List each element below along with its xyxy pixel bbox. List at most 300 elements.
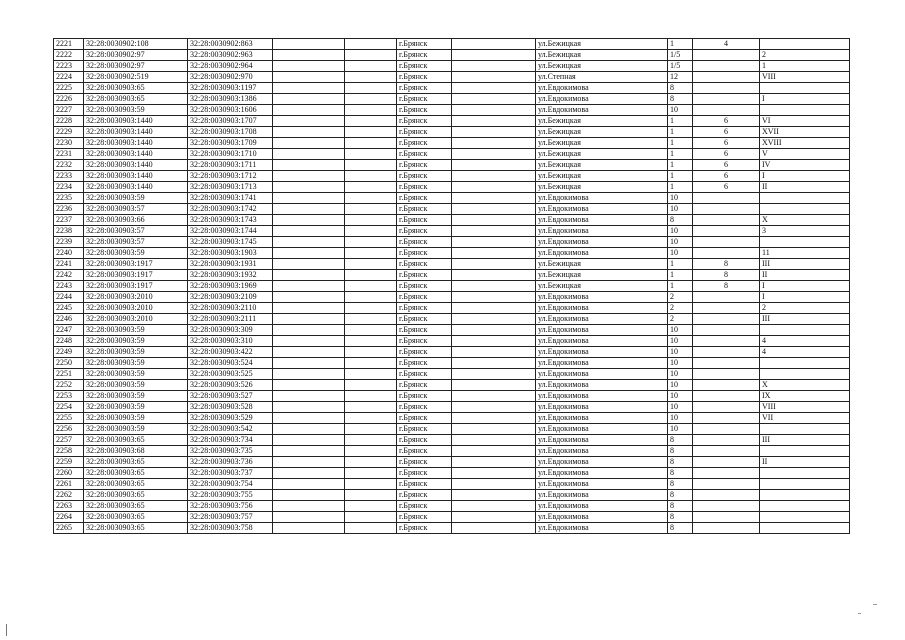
cell-building-number: 8 xyxy=(693,270,760,281)
cell-col-5 xyxy=(345,369,397,380)
cell-col-5 xyxy=(345,336,397,347)
cell-col-4 xyxy=(273,204,345,215)
cell-row-number: 2240 xyxy=(54,248,84,259)
cell-col-4 xyxy=(273,402,345,413)
cell-parent-cadastral-number: 32:28:0030903:2010 xyxy=(84,314,188,325)
table-row xyxy=(54,391,850,402)
cell-city: г.Брянск xyxy=(397,171,452,182)
cell-col-7 xyxy=(452,61,536,72)
cell-building-number: 6 xyxy=(693,182,760,193)
cell-cadastral-number: 32:28:0030903:758 xyxy=(188,523,273,534)
cell-col-5 xyxy=(345,193,397,204)
cell-col-4 xyxy=(273,424,345,435)
table-row xyxy=(54,160,850,171)
cell-premise-number: V xyxy=(760,149,850,160)
cell-house-number: 1 xyxy=(668,149,693,160)
cell-row-number: 2224 xyxy=(54,72,84,83)
cell-col-5 xyxy=(345,83,397,94)
cell-city: г.Брянск xyxy=(397,314,452,325)
cell-col-4 xyxy=(273,94,345,105)
cell-premise-number xyxy=(760,424,850,435)
cell-street: ул.Евдокимова xyxy=(536,215,668,226)
cell-col-4 xyxy=(273,369,345,380)
cell-street: ул.Евдокимова xyxy=(536,380,668,391)
cell-parent-cadastral-number: 32:28:0030903:57 xyxy=(84,237,188,248)
cell-parent-cadastral-number: 32:28:0030903:59 xyxy=(84,336,188,347)
cell-house-number: 8 xyxy=(668,446,693,457)
cell-col-5 xyxy=(345,468,397,479)
cell-street: ул.Евдокимова xyxy=(536,226,668,237)
cell-building-number xyxy=(693,204,760,215)
cell-cadastral-number: 32:28:0030903:754 xyxy=(188,479,273,490)
cell-col-7 xyxy=(452,314,536,325)
table-row xyxy=(54,116,850,127)
cell-col-4 xyxy=(273,248,345,259)
cell-city: г.Брянск xyxy=(397,182,452,193)
cell-building-number xyxy=(693,314,760,325)
cell-col-4 xyxy=(273,435,345,446)
cell-col-4 xyxy=(273,138,345,149)
cell-col-7 xyxy=(452,83,536,94)
cell-col-7 xyxy=(452,468,536,479)
cell-building-number xyxy=(693,523,760,534)
cell-house-number: 8 xyxy=(668,215,693,226)
cell-row-number: 2230 xyxy=(54,138,84,149)
cell-premise-number: IX xyxy=(760,391,850,402)
cell-col-4 xyxy=(273,336,345,347)
cell-col-5 xyxy=(345,237,397,248)
cell-col-5 xyxy=(345,160,397,171)
cell-city: г.Брянск xyxy=(397,138,452,149)
cell-cadastral-number: 32:28:0030903:524 xyxy=(188,358,273,369)
cell-street: ул.Бежицкая xyxy=(536,50,668,61)
cell-col-4 xyxy=(273,292,345,303)
cell-col-4 xyxy=(273,39,345,50)
cell-house-number: 1 xyxy=(668,138,693,149)
cell-street: ул.Евдокимова xyxy=(536,479,668,490)
cell-premise-number: 4 xyxy=(760,336,850,347)
cell-premise-number: XVIII xyxy=(760,138,850,149)
cell-cadastral-number: 32:28:0030903:310 xyxy=(188,336,273,347)
cell-col-7 xyxy=(452,248,536,259)
cell-row-number: 2247 xyxy=(54,325,84,336)
table-row xyxy=(54,281,850,292)
scan-speck xyxy=(858,613,861,614)
cell-cadastral-number: 32:28:0030903:1709 xyxy=(188,138,273,149)
cell-house-number: 10 xyxy=(668,380,693,391)
cell-premise-number xyxy=(760,325,850,336)
table-row xyxy=(54,413,850,424)
table-row xyxy=(54,347,850,358)
cell-col-5 xyxy=(345,512,397,523)
cell-street: ул.Евдокимова xyxy=(536,193,668,204)
cell-city: г.Брянск xyxy=(397,281,452,292)
cell-col-7 xyxy=(452,479,536,490)
cell-premise-number xyxy=(760,512,850,523)
cell-cadastral-number: 32:28:0030903:756 xyxy=(188,501,273,512)
cell-col-7 xyxy=(452,380,536,391)
cell-parent-cadastral-number: 32:28:0030903:65 xyxy=(84,523,188,534)
cell-row-number: 2245 xyxy=(54,303,84,314)
cell-premise-number xyxy=(760,83,850,94)
table-row xyxy=(54,424,850,435)
cell-building-number: 4 xyxy=(693,39,760,50)
cell-building-number: 6 xyxy=(693,116,760,127)
cell-row-number: 2254 xyxy=(54,402,84,413)
cell-premise-number: II xyxy=(760,270,850,281)
cell-city: г.Брянск xyxy=(397,39,452,50)
cell-parent-cadastral-number: 32:28:0030903:65 xyxy=(84,512,188,523)
cell-col-4 xyxy=(273,347,345,358)
cell-city: г.Брянск xyxy=(397,402,452,413)
cell-building-number xyxy=(693,105,760,116)
cell-cadastral-number: 32:28:0030903:757 xyxy=(188,512,273,523)
cell-city: г.Брянск xyxy=(397,226,452,237)
cell-city: г.Брянск xyxy=(397,424,452,435)
cell-col-7 xyxy=(452,292,536,303)
cell-house-number: 10 xyxy=(668,105,693,116)
cell-building-number xyxy=(693,94,760,105)
cell-col-7 xyxy=(452,116,536,127)
cell-house-number: 10 xyxy=(668,347,693,358)
cell-col-4 xyxy=(273,413,345,424)
table-row xyxy=(54,237,850,248)
cell-row-number: 2231 xyxy=(54,149,84,160)
cell-col-7 xyxy=(452,105,536,116)
cell-col-5 xyxy=(345,171,397,182)
cell-building-number xyxy=(693,369,760,380)
cell-parent-cadastral-number: 32:28:0030903:57 xyxy=(84,204,188,215)
table-row xyxy=(54,215,850,226)
cell-cadastral-number: 32:28:0030903:1745 xyxy=(188,237,273,248)
cell-parent-cadastral-number: 32:28:0030903:1440 xyxy=(84,182,188,193)
cell-house-number: 8 xyxy=(668,94,693,105)
cell-city: г.Брянск xyxy=(397,490,452,501)
cell-parent-cadastral-number: 32:28:0030903:59 xyxy=(84,369,188,380)
cell-building-number xyxy=(693,215,760,226)
cell-col-7 xyxy=(452,226,536,237)
cell-city: г.Брянск xyxy=(397,259,452,270)
cell-row-number: 2228 xyxy=(54,116,84,127)
cell-row-number: 2251 xyxy=(54,369,84,380)
cell-cadastral-number: 32:28:0030903:1931 xyxy=(188,259,273,270)
cell-parent-cadastral-number: 32:28:0030903:65 xyxy=(84,94,188,105)
cell-row-number: 2233 xyxy=(54,171,84,182)
cell-premise-number: I xyxy=(760,281,850,292)
cell-street: ул.Евдокимова xyxy=(536,391,668,402)
cell-parent-cadastral-number: 32:28:0030903:65 xyxy=(84,501,188,512)
cell-parent-cadastral-number: 32:28:0030903:2010 xyxy=(84,292,188,303)
cell-parent-cadastral-number: 32:28:0030903:1440 xyxy=(84,171,188,182)
cell-cadastral-number: 32:28:0030903:1386 xyxy=(188,94,273,105)
cell-street: ул.Евдокимова xyxy=(536,424,668,435)
cell-street: ул.Евдокимова xyxy=(536,94,668,105)
cell-row-number: 2232 xyxy=(54,160,84,171)
cell-building-number xyxy=(693,457,760,468)
cell-street: ул.Евдокимова xyxy=(536,446,668,457)
cell-city: г.Брянск xyxy=(397,413,452,424)
cell-building-number: 6 xyxy=(693,171,760,182)
cell-col-5 xyxy=(345,116,397,127)
cell-row-number: 2242 xyxy=(54,270,84,281)
cell-col-4 xyxy=(273,391,345,402)
cell-col-5 xyxy=(345,281,397,292)
cell-cadastral-number: 32:28:0030903:1741 xyxy=(188,193,273,204)
cell-premise-number xyxy=(760,204,850,215)
cell-parent-cadastral-number: 32:28:0030903:2010 xyxy=(84,303,188,314)
cell-parent-cadastral-number: 32:28:0030903:1440 xyxy=(84,116,188,127)
cell-parent-cadastral-number: 32:28:0030903:59 xyxy=(84,358,188,369)
cell-col-7 xyxy=(452,204,536,215)
cell-building-number xyxy=(693,325,760,336)
cell-parent-cadastral-number: 32:28:0030903:65 xyxy=(84,479,188,490)
cell-house-number: 1 xyxy=(668,281,693,292)
cell-row-number: 2243 xyxy=(54,281,84,292)
cell-parent-cadastral-number: 32:28:0030903:65 xyxy=(84,83,188,94)
cell-col-5 xyxy=(345,479,397,490)
cell-building-number xyxy=(693,358,760,369)
cell-col-5 xyxy=(345,413,397,424)
cell-house-number: 1/5 xyxy=(668,50,693,61)
cell-parent-cadastral-number: 32:28:0030903:59 xyxy=(84,193,188,204)
cell-premise-number xyxy=(760,446,850,457)
table-body xyxy=(54,39,850,534)
cell-col-4 xyxy=(273,523,345,534)
cell-premise-number: II xyxy=(760,182,850,193)
cell-house-number: 1 xyxy=(668,171,693,182)
cell-parent-cadastral-number: 32:28:0030903:59 xyxy=(84,248,188,259)
cell-row-number: 2249 xyxy=(54,347,84,358)
cell-street: ул.Бежицкая xyxy=(536,259,668,270)
cell-cadastral-number: 32:28:0030903:1708 xyxy=(188,127,273,138)
cell-row-number: 2229 xyxy=(54,127,84,138)
cell-premise-number xyxy=(760,490,850,501)
table-row xyxy=(54,72,850,83)
table-row xyxy=(54,501,850,512)
cell-cadastral-number: 32:28:0030903:1713 xyxy=(188,182,273,193)
cell-street: ул.Бежицкая xyxy=(536,149,668,160)
cell-street: ул.Евдокимова xyxy=(536,105,668,116)
cell-house-number: 8 xyxy=(668,523,693,534)
cell-house-number: 1 xyxy=(668,259,693,270)
cell-col-5 xyxy=(345,347,397,358)
cell-col-4 xyxy=(273,237,345,248)
cell-premise-number: III xyxy=(760,259,850,270)
cell-row-number: 2225 xyxy=(54,83,84,94)
table-row xyxy=(54,303,850,314)
cell-col-7 xyxy=(452,325,536,336)
cell-row-number: 2265 xyxy=(54,523,84,534)
cell-col-7 xyxy=(452,281,536,292)
cell-street: ул.Евдокимова xyxy=(536,435,668,446)
cell-row-number: 2239 xyxy=(54,237,84,248)
cell-street: ул.Евдокимова xyxy=(536,347,668,358)
cell-row-number: 2260 xyxy=(54,468,84,479)
cell-col-7 xyxy=(452,193,536,204)
cell-cadastral-number: 32:28:0030903:737 xyxy=(188,468,273,479)
cell-col-7 xyxy=(452,446,536,457)
cell-house-number: 1 xyxy=(668,127,693,138)
cell-street: ул.Евдокимова xyxy=(536,402,668,413)
cell-house-number: 10 xyxy=(668,226,693,237)
cell-house-number: 2 xyxy=(668,303,693,314)
cell-col-4 xyxy=(273,215,345,226)
cell-col-5 xyxy=(345,435,397,446)
cell-premise-number xyxy=(760,369,850,380)
table-row xyxy=(54,479,850,490)
cell-building-number xyxy=(693,237,760,248)
cell-col-7 xyxy=(452,127,536,138)
cell-col-5 xyxy=(345,61,397,72)
cell-city: г.Брянск xyxy=(397,204,452,215)
cell-building-number xyxy=(693,336,760,347)
cell-house-number: 10 xyxy=(668,424,693,435)
cell-premise-number: 11 xyxy=(760,248,850,259)
cell-premise-number xyxy=(760,501,850,512)
cell-house-number: 10 xyxy=(668,369,693,380)
cell-street: ул.Евдокимова xyxy=(536,248,668,259)
cell-building-number: 6 xyxy=(693,138,760,149)
cell-col-7 xyxy=(452,501,536,512)
cell-col-7 xyxy=(452,182,536,193)
cell-col-4 xyxy=(273,83,345,94)
cell-col-5 xyxy=(345,138,397,149)
cell-house-number: 2 xyxy=(668,292,693,303)
cell-premise-number: 2 xyxy=(760,303,850,314)
cell-street: ул.Евдокимова xyxy=(536,325,668,336)
cell-street: ул.Бежицкая xyxy=(536,127,668,138)
cell-row-number: 2248 xyxy=(54,336,84,347)
cell-building-number xyxy=(693,391,760,402)
cell-house-number: 1 xyxy=(668,160,693,171)
cell-col-5 xyxy=(345,204,397,215)
cell-col-4 xyxy=(273,314,345,325)
cell-col-4 xyxy=(273,270,345,281)
cell-city: г.Брянск xyxy=(397,50,452,61)
cell-col-7 xyxy=(452,523,536,534)
cell-row-number: 2223 xyxy=(54,61,84,72)
cell-premise-number: X xyxy=(760,215,850,226)
cell-row-number: 2264 xyxy=(54,512,84,523)
cell-cadastral-number: 32:28:0030903:527 xyxy=(188,391,273,402)
cell-house-number: 8 xyxy=(668,490,693,501)
cell-parent-cadastral-number: 32:28:0030903:68 xyxy=(84,446,188,457)
cell-col-7 xyxy=(452,490,536,501)
cell-city: г.Брянск xyxy=(397,105,452,116)
cell-col-4 xyxy=(273,259,345,270)
cell-house-number: 8 xyxy=(668,435,693,446)
cell-col-7 xyxy=(452,72,536,83)
table-row xyxy=(54,259,850,270)
cell-house-number: 8 xyxy=(668,468,693,479)
cell-parent-cadastral-number: 32:28:0030903:65 xyxy=(84,468,188,479)
cell-premise-number xyxy=(760,105,850,116)
cell-col-4 xyxy=(273,226,345,237)
cell-cadastral-number: 32:28:0030903:1744 xyxy=(188,226,273,237)
cell-city: г.Брянск xyxy=(397,325,452,336)
cell-col-7 xyxy=(452,512,536,523)
cell-col-7 xyxy=(452,336,536,347)
cell-parent-cadastral-number: 32:28:0030903:59 xyxy=(84,105,188,116)
cell-building-number xyxy=(693,292,760,303)
cell-col-4 xyxy=(273,182,345,193)
cell-parent-cadastral-number: 32:28:0030903:1440 xyxy=(84,149,188,160)
cell-city: г.Брянск xyxy=(397,94,452,105)
cell-city: г.Брянск xyxy=(397,270,452,281)
cell-col-4 xyxy=(273,457,345,468)
cell-street: ул.Бежицкая xyxy=(536,61,668,72)
cell-building-number: 8 xyxy=(693,259,760,270)
cell-col-7 xyxy=(452,94,536,105)
cell-cadastral-number: 32:28:0030903:1743 xyxy=(188,215,273,226)
cell-parent-cadastral-number: 32:28:0030902:519 xyxy=(84,72,188,83)
cell-parent-cadastral-number: 32:28:0030903:1440 xyxy=(84,160,188,171)
cell-city: г.Брянск xyxy=(397,72,452,83)
cell-parent-cadastral-number: 32:28:0030903:65 xyxy=(84,435,188,446)
cell-cadastral-number: 32:28:0030902:970 xyxy=(188,72,273,83)
cell-building-number xyxy=(693,347,760,358)
cell-cadastral-number: 32:28:0030903:1606 xyxy=(188,105,273,116)
cell-street: ул.Евдокимова xyxy=(536,490,668,501)
cell-street: ул.Евдокимова xyxy=(536,369,668,380)
cell-street: ул.Степная xyxy=(536,72,668,83)
cell-col-7 xyxy=(452,237,536,248)
cell-row-number: 2226 xyxy=(54,94,84,105)
cell-row-number: 2241 xyxy=(54,259,84,270)
cell-cadastral-number: 32:28:0030903:1711 xyxy=(188,160,273,171)
cell-row-number: 2252 xyxy=(54,380,84,391)
cell-parent-cadastral-number: 32:28:0030903:59 xyxy=(84,325,188,336)
cell-city: г.Брянск xyxy=(397,457,452,468)
cell-house-number: 2 xyxy=(668,314,693,325)
table-row xyxy=(54,314,850,325)
cell-premise-number xyxy=(760,523,850,534)
cell-street: ул.Евдокимова xyxy=(536,237,668,248)
table-row xyxy=(54,50,850,61)
cell-row-number: 2253 xyxy=(54,391,84,402)
cell-cadastral-number: 32:28:0030903:1969 xyxy=(188,281,273,292)
cell-city: г.Брянск xyxy=(397,501,452,512)
table-row xyxy=(54,182,850,193)
cell-house-number: 8 xyxy=(668,83,693,94)
cell-parent-cadastral-number: 32:28:0030903:65 xyxy=(84,457,188,468)
cell-col-4 xyxy=(273,479,345,490)
cell-row-number: 2236 xyxy=(54,204,84,215)
cell-street: ул.Евдокимова xyxy=(536,303,668,314)
cell-col-4 xyxy=(273,105,345,116)
cell-street: ул.Евдокимова xyxy=(536,457,668,468)
cell-city: г.Брянск xyxy=(397,292,452,303)
cell-city: г.Брянск xyxy=(397,149,452,160)
cell-building-number xyxy=(693,512,760,523)
cell-parent-cadastral-number: 32:28:0030902:108 xyxy=(84,39,188,50)
cell-row-number: 2256 xyxy=(54,424,84,435)
cell-col-5 xyxy=(345,457,397,468)
cell-house-number: 12 xyxy=(668,72,693,83)
cell-row-number: 2263 xyxy=(54,501,84,512)
table-row xyxy=(54,435,850,446)
cell-city: г.Брянск xyxy=(397,369,452,380)
cell-row-number: 2244 xyxy=(54,292,84,303)
table-row xyxy=(54,61,850,72)
cell-cadastral-number: 32:28:0030903:1903 xyxy=(188,248,273,259)
cell-col-7 xyxy=(452,402,536,413)
cell-col-4 xyxy=(273,380,345,391)
table-row xyxy=(54,171,850,182)
cell-cadastral-number: 32:28:0030902:964 xyxy=(188,61,273,72)
cell-premise-number: XVII xyxy=(760,127,850,138)
cell-row-number: 2222 xyxy=(54,50,84,61)
